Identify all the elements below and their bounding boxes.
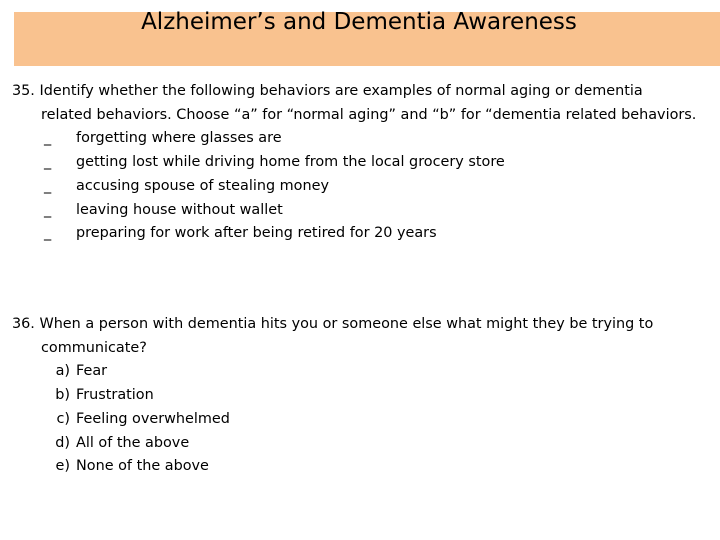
answer-blank: _ bbox=[44, 154, 52, 171]
option-letter: d) bbox=[55, 434, 70, 451]
behavior-item bbox=[12, 222, 696, 246]
answer-blank: _ bbox=[44, 130, 52, 147]
behavior-item bbox=[12, 175, 696, 199]
question-36 bbox=[12, 313, 653, 479]
behavior-text: getting lost while driving home from the local grocery store bbox=[76, 154, 505, 171]
answer-option bbox=[12, 384, 653, 408]
answer-blank: _ bbox=[44, 201, 52, 218]
option-letter: a) bbox=[55, 363, 70, 380]
answer-option bbox=[12, 408, 653, 432]
behavior-text: leaving house without wallet bbox=[76, 201, 283, 218]
option-letter: e) bbox=[55, 458, 70, 475]
option-letter: b) bbox=[55, 387, 70, 404]
option-text: None of the above bbox=[76, 458, 209, 475]
behavior-text: forgetting where glasses are bbox=[76, 130, 282, 147]
question-36-text-line1: 36. When a person with dementia hits you or someone else what might they be trying to bbox=[12, 316, 654, 332]
slide-title: Alzheimer’s and Dementia Awareness bbox=[141, 9, 577, 35]
answer-option bbox=[12, 360, 653, 384]
answer-blank: _ bbox=[44, 225, 52, 242]
question-36-text-line2: communicate? bbox=[41, 339, 147, 356]
question-35-text-line1: 35. Identify whether the following behaviors are examples of normal aging or dementia bbox=[12, 83, 643, 99]
option-text: Frustration bbox=[76, 387, 154, 404]
behavior-item bbox=[12, 151, 696, 175]
question-35-text-line2: related behaviors. Choose “a” for “normal aging” and “b” for “dementia related behaviors. bbox=[41, 106, 697, 123]
behavior-text: accusing spouse of stealing money bbox=[76, 177, 329, 194]
behavior-item bbox=[12, 127, 696, 151]
behavior-text: preparing for work after being retired for 20 years bbox=[76, 225, 437, 242]
behavior-item bbox=[12, 199, 696, 223]
answer-blank: _ bbox=[44, 177, 52, 194]
answer-option bbox=[12, 432, 653, 456]
option-text: Fear bbox=[76, 363, 108, 380]
option-text: Feeling overwhelmed bbox=[76, 410, 230, 427]
question-35 bbox=[12, 80, 696, 246]
option-text: All of the above bbox=[76, 434, 190, 451]
answer-option bbox=[12, 455, 653, 479]
option-letter: c) bbox=[56, 410, 70, 427]
